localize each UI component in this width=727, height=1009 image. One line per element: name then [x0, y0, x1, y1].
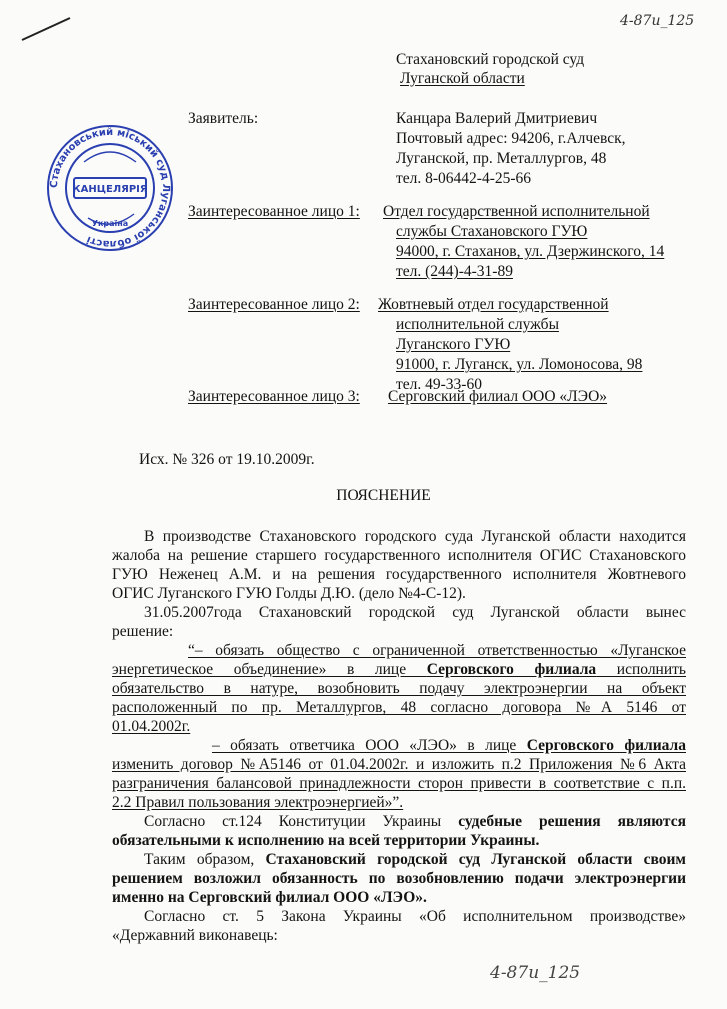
- p4-line1: [112, 850, 686, 869]
- q1-line2: [112, 660, 686, 679]
- q1-line2-c: исполнить: [596, 661, 686, 678]
- p4-line2: решением возложил обязанность по возобновлению подачи электроэнергии: [112, 870, 686, 887]
- handwritten-reference-top: 4-87и_125: [620, 13, 695, 29]
- document-title: ПОЯСНЕНИЕ: [336, 487, 431, 504]
- party1-line3: 94000, г. Стаханов, ул. Дзержинского, 14: [396, 243, 665, 260]
- paragraph-1: [112, 527, 686, 603]
- p4-line1-bold: Стахановский городской суд Луганской области своим: [265, 851, 686, 868]
- q2-line2: изменить договор №А5146 от 01.04.2002г. и изложить п.2 Приложения №6 Акта: [112, 756, 686, 773]
- q2-line1-a: – обязать ответчика ООО «ЛЭО» в лице: [212, 737, 527, 754]
- q1-line2-bold: Серговского филиала: [426, 661, 597, 678]
- party2-line2: исполнительной службы: [396, 316, 559, 333]
- office-stamp: [44, 122, 176, 254]
- applicant-phone: тел. 8-06442-4-25-66: [396, 170, 532, 187]
- paragraph-3: [112, 812, 686, 850]
- stamp-ring-path: Стахановський міський суд Луганської області: [48, 126, 172, 250]
- party2-rest: [396, 315, 642, 395]
- handwritten-reference-bottom: 4-87и_125: [490, 963, 581, 983]
- q1-line1: “– обязать общество с ограниченной ответственностью «Луганское: [188, 642, 686, 659]
- party1-line2: службы Стахановского ГУЮ: [396, 223, 588, 240]
- p2-line1: 31.05.2007года Стахановский городской суд Луганской области вынес: [144, 604, 686, 621]
- p3-line1: [112, 812, 686, 831]
- p3-line2: обязательными к исполнению на всей территории Украины.: [112, 832, 540, 849]
- party1-line4: тел. (244)-4-31-89: [396, 263, 513, 280]
- q1-line4: расположенный по пр. Металлургов, 48 согласно договора №А 5146 от: [112, 699, 686, 716]
- party1-rest: [396, 222, 664, 282]
- applicant-name: Канцара Валерий Дмитриевич: [396, 110, 598, 127]
- q1-line3: обязательство в натуре, возобновить подачу электроэнергии на объект: [112, 680, 686, 697]
- applicant-label: Заявитель:: [188, 110, 259, 127]
- party2-line1: Жовтневый отдел государственной: [378, 296, 609, 313]
- p1-line4: ОГИС Луганского ГУЮ Голды Д.Ю. (дело №4-С-12).: [112, 585, 466, 602]
- party2-line4: 91000, г. Луганск, ул. Ломоносова, 98: [396, 356, 643, 373]
- applicant-address-1: Почтовый адрес: 94206, г.Алчевск,: [396, 130, 626, 147]
- p3-line1-bold: судебные решения являются: [458, 813, 686, 830]
- q2-line4: 2.2 Правил пользования электроэнергией»”.: [112, 794, 404, 811]
- applicant-block: [396, 109, 626, 189]
- p2-line2: решение:: [112, 623, 174, 640]
- q2-line1-bold: Серговского филиала: [526, 737, 686, 754]
- q1-line5: 01.04.2002г.: [112, 718, 191, 735]
- q2-line3: разграничения балансовой принадлежности сторон привести в соответствие с п.п.: [112, 775, 686, 792]
- party2-line5: тел. 49-33-60: [396, 376, 482, 393]
- party3-line1: Серговский филиал ООО «ЛЭО»: [388, 388, 608, 405]
- p5-line1: Согласно ст. 5 Закона Украины «Об исполнительном производстве»: [144, 908, 686, 925]
- p1-line3: ГУЮ Неженец А.М. и на решения государственного исполнителя Жовтневого: [112, 566, 686, 583]
- outgoing-number: Исх. № 326 от 19.10.2009г.: [139, 451, 315, 468]
- court-name-line1: Стахановский городской суд: [396, 51, 585, 68]
- stamp-bottom-text: Україна: [91, 219, 129, 228]
- p5-line2: «Державний виконавець:: [112, 927, 278, 944]
- stamp-center-text: КАНЦЕЛЯРІЯ: [72, 184, 148, 195]
- party1-label: Заинтересованное лицо 1:: [188, 203, 360, 220]
- q1-line2-a: энергетическое объединение» в лице: [112, 661, 427, 678]
- p1-line2: жалоба на решение старшего государственного исполнителя ОГИС Стахановского: [112, 547, 686, 564]
- p4-line1-a: Таким образом,: [144, 851, 266, 868]
- party1-line1: Отдел государственной исполнительной: [383, 203, 650, 220]
- q2-line1: [112, 736, 686, 755]
- paragraph-2: [112, 603, 686, 641]
- paragraph-4: [112, 850, 686, 907]
- p1-line1: В производстве Стахановского городского суда Луганской области находится: [144, 528, 686, 545]
- applicant-address-2: Луганской, пр. Металлургов, 48: [396, 150, 607, 167]
- party1-block: [383, 202, 650, 222]
- party2-label: Заинтересованное лицо 2:: [188, 296, 360, 313]
- party3-label: Заинтересованное лицо 3:: [188, 388, 360, 405]
- party2-line3: Луганского ГУЮ: [396, 336, 511, 353]
- p3-line1-a: Согласно ст.124 Конституции Украины: [144, 813, 459, 830]
- court-name-line2: Луганской области: [400, 70, 525, 87]
- paragraph-5: [112, 907, 686, 945]
- quote-2: [112, 736, 686, 812]
- p4-line3: именно на Серговский филиал ООО «ЛЭО».: [112, 889, 427, 906]
- pen-mark: [18, 14, 78, 44]
- quote-1: [112, 641, 686, 736]
